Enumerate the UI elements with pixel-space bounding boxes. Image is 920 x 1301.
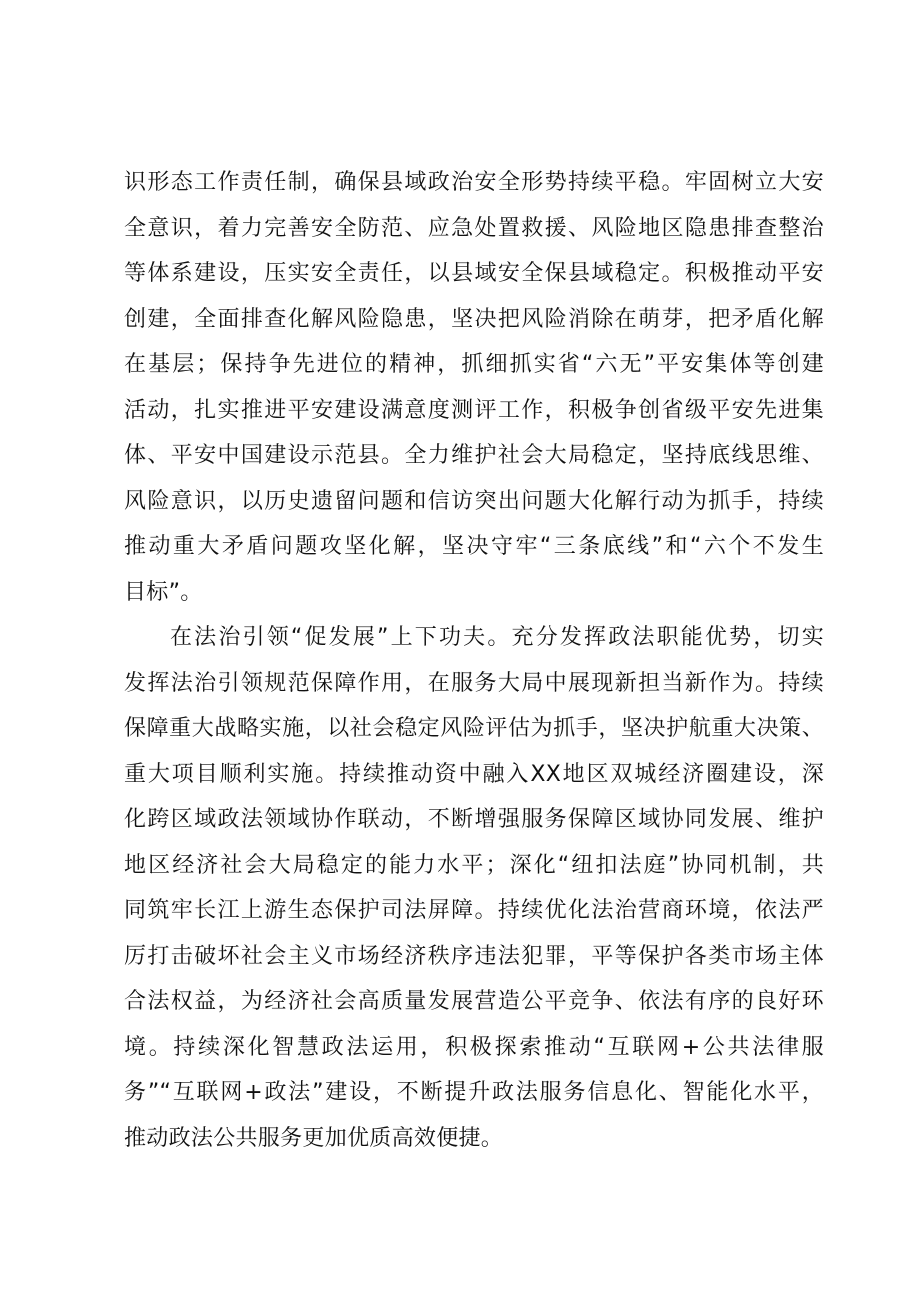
- paragraph-2-line: 合法权益，为经济社会高质量发展营造公平竞争、依法有序的良好环: [124, 989, 824, 1014]
- paragraph-1-line: 识形态工作责任制，确保县域政治安全形势持续平稳。牢固树立大安: [124, 170, 824, 195]
- paragraph-2-line: 发挥法治引领规范保障作用，在服务大局中展现新担当新作为。持续: [124, 671, 824, 696]
- paragraph-2-line: 厉打击破坏社会主义市场经济秩序违法犯罪，平等保护各类市场主体: [124, 944, 824, 969]
- paragraph-1-line: 目标”。: [124, 580, 203, 605]
- paragraph-1-line: 体、平安中国建设示范县。全力维护社会大局稳定，坚持底线思维、: [124, 443, 824, 468]
- paragraph-1-line: 全意识，着力完善安全防范、应急处置救援、风险地区隐患排查整治: [124, 216, 824, 241]
- paragraph-2-line: 重大项目顺利实施。持续推动资中融入XX地区双城经济圈建设，深: [124, 762, 824, 787]
- paragraph-1-line: 创建，全面排查化解风险隐患，坚决把风险消除在萌芽，把矛盾化解: [124, 307, 824, 332]
- paragraph-2-line: 务”“互联网+政法”建设，不断提升政法服务信息化、智能化水平，: [124, 1080, 824, 1105]
- paragraph-2-line: 化跨区域政法领域协作联动，不断增强服务保障区域协同发展、维护: [124, 807, 824, 832]
- paragraph-1-line: 在基层；保持争先进位的精神，抓细抓实省“六无”平安集体等创建: [124, 352, 824, 377]
- paragraph-2-line: 境。持续深化智慧政法运用，积极探索推动“互联网+公共法律服: [124, 1035, 824, 1060]
- paragraph-1-line: 等体系建设，压实安全责任，以县域安全保县域稳定。积极推动平安: [124, 261, 824, 286]
- paragraph-2-line: 在法治引领“促发展”上下功夫。充分发挥政法职能优势，切实: [170, 625, 824, 650]
- paragraph-2-line: 同筑牢长江上游生态保护司法屏障。持续优化法治营商环境，依法严: [124, 898, 824, 923]
- paragraph-1-line: 活动，扎实推进平安建设满意度测评工作，积极争创省级平安先进集: [124, 398, 824, 423]
- paragraph-2-line: 推动政法公共服务更加优质高效便捷。: [124, 1126, 504, 1151]
- paragraph-2-line: 地区经济社会大局稳定的能力水平；深化“纽扣法庭”协同机制，共: [124, 853, 824, 878]
- paragraph-2-line: 保障重大战略实施，以社会稳定风险评估为抓手，坚决护航重大决策、: [124, 716, 824, 741]
- paragraph-1-line: 风险意识，以历史遗留问题和信访突出问题大化解行动为抓手，持续: [124, 489, 824, 514]
- paragraph-1-line: 推动重大矛盾问题攻坚化解，坚决守牢“三条底线”和“六个不发生: [124, 534, 824, 559]
